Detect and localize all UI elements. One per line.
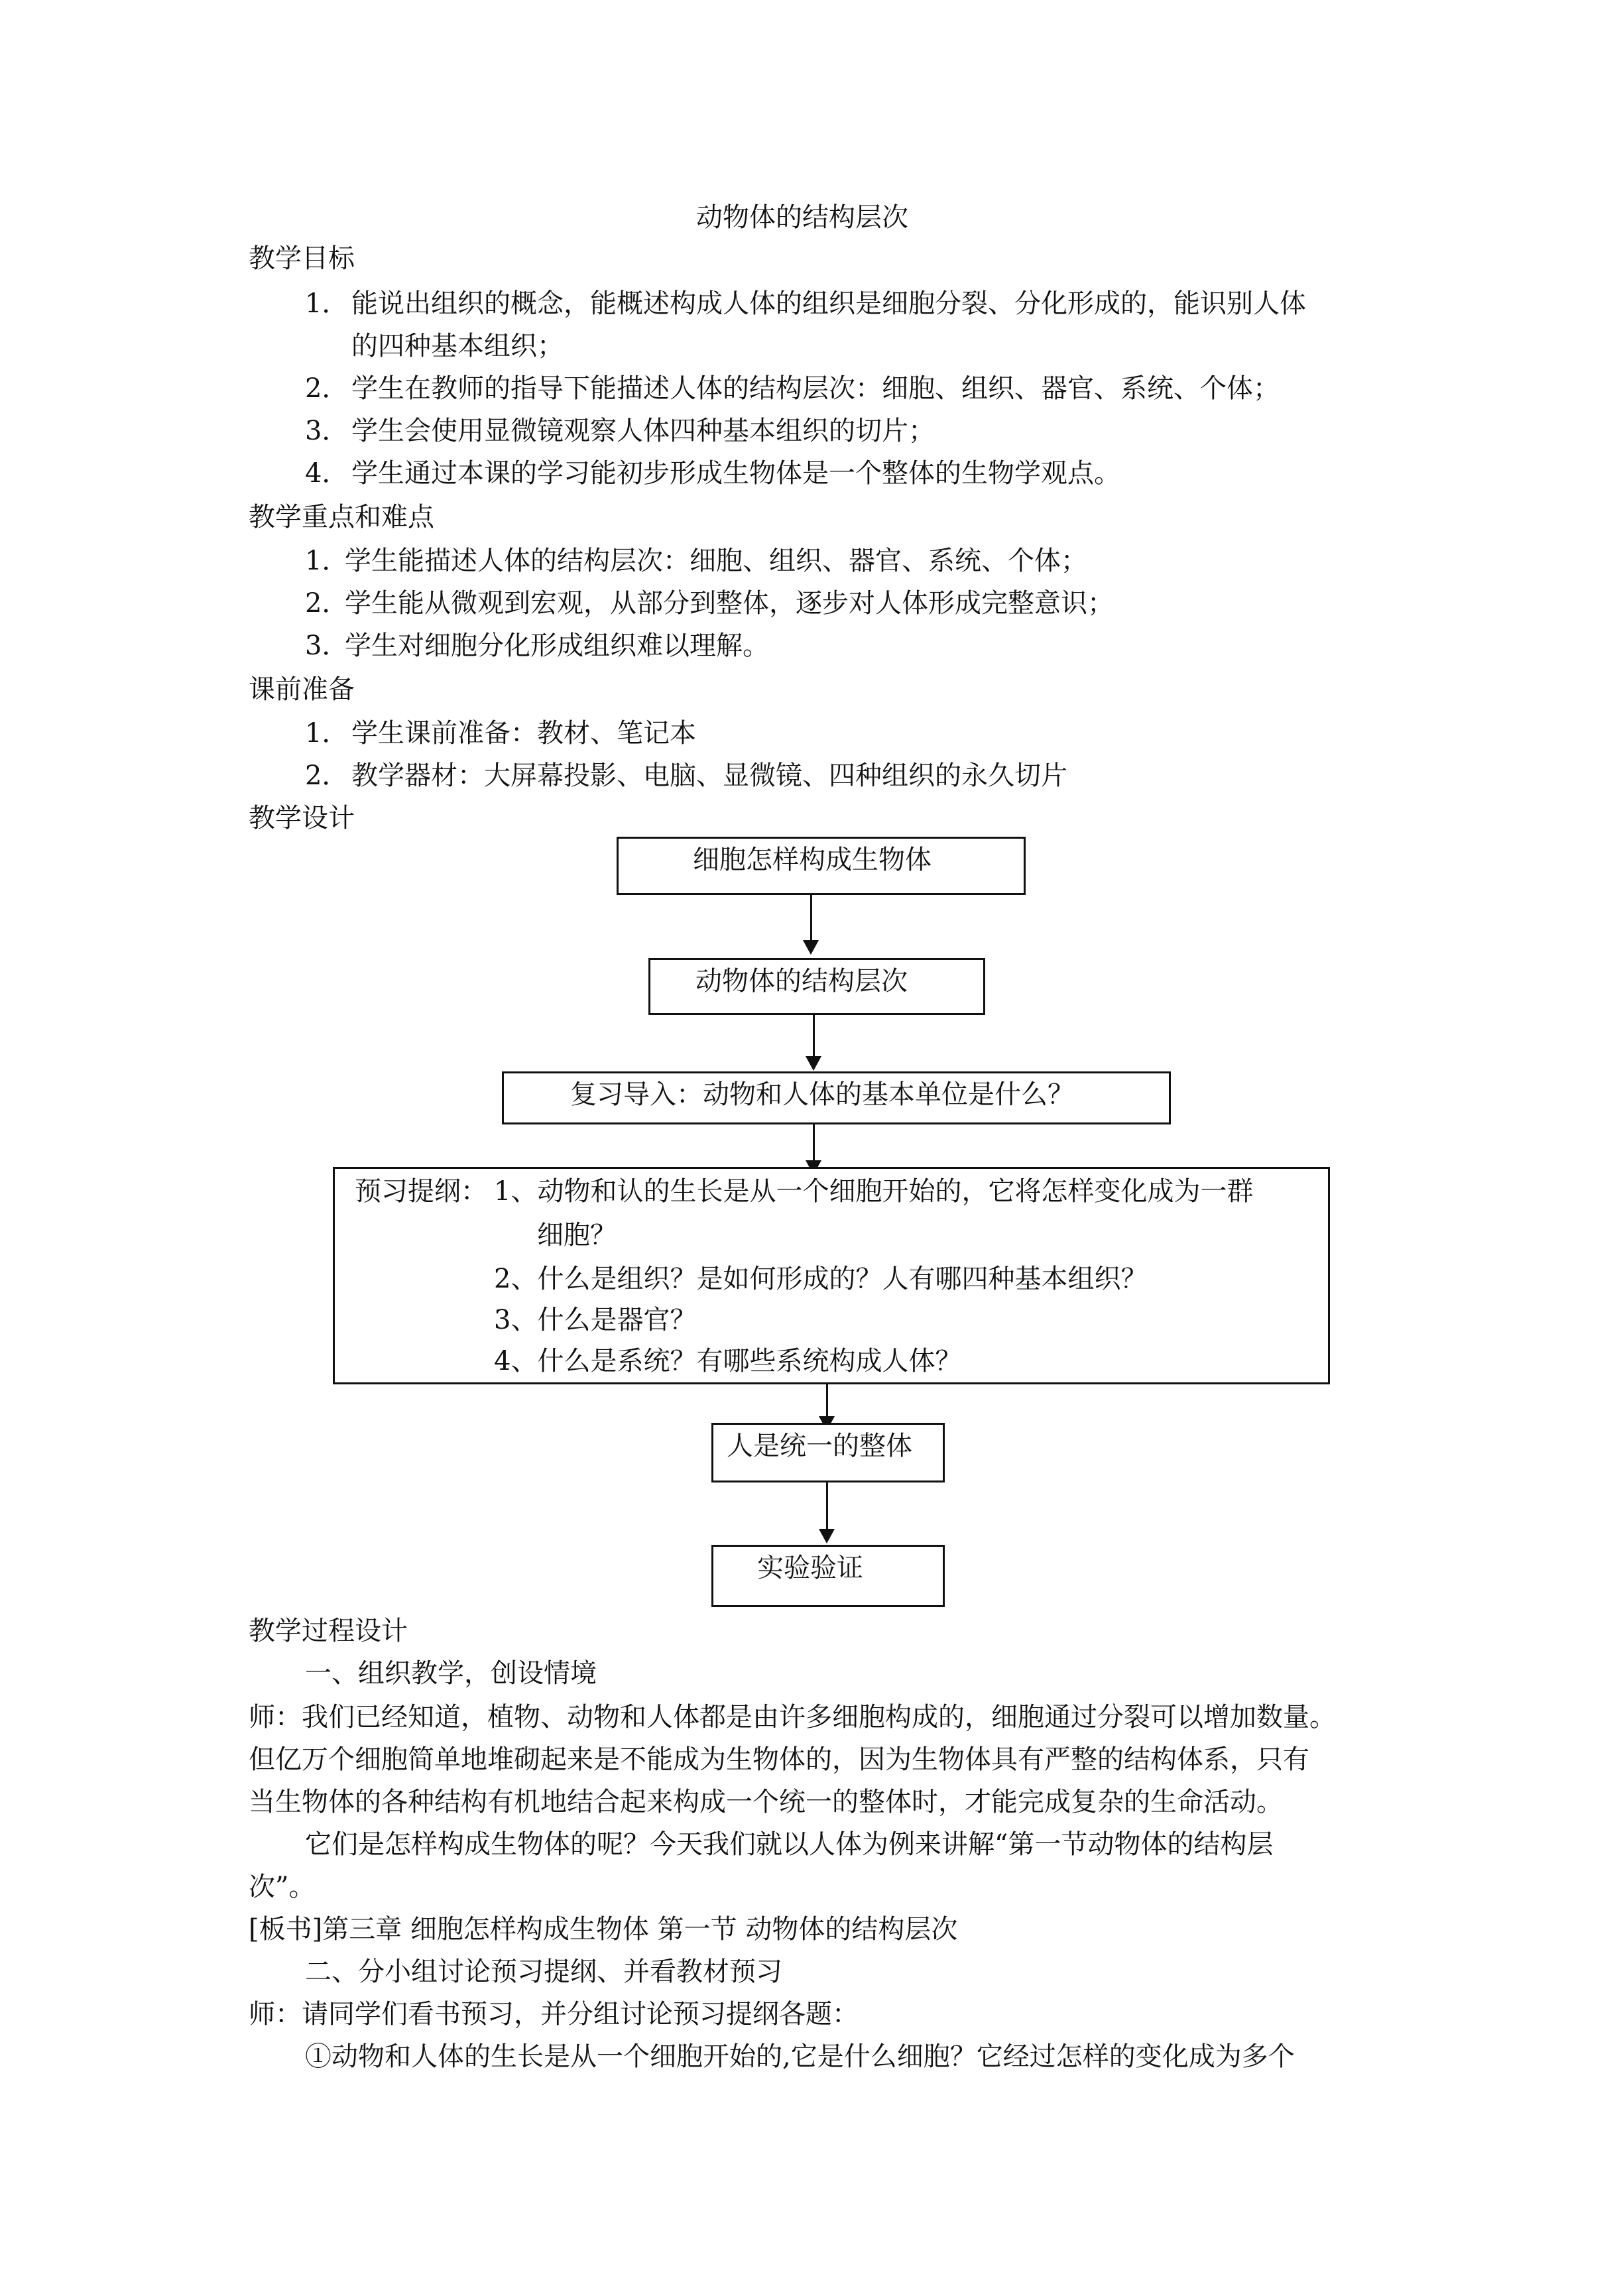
flow-box-2-label: 动物体的结构层次 [695, 966, 908, 997]
key-point-item-3 [305, 627, 769, 664]
key-point-num: 2． [305, 588, 349, 619]
paragraph-2-line-2: 次”。 [249, 1872, 316, 1902]
preparation-item-2 [305, 757, 1067, 794]
flow-box-2 [648, 958, 985, 1015]
flow-arrow-3 [813, 1124, 815, 1163]
paragraph-1-line-2: 但亿万个细胞简单地堆砌起来是不能成为生物体的，因为生物体具有严整的结构体系，只有 [249, 1744, 1309, 1775]
section-2-heading: 二、分小组讨论预习提纲、并看教材预习 [305, 1957, 782, 1987]
objective-num: 2． [305, 373, 349, 404]
objective-text: 学生在教师的指导下能描述人体的结构层次：细胞、组织、器官、系统、个体； [351, 373, 1280, 404]
process-heading: 教学过程设计 [249, 1616, 408, 1646]
objective-num: 1． [305, 288, 349, 319]
key-point-num: 3． [305, 631, 349, 661]
key-point-item-2 [305, 585, 1114, 622]
flow-arrow-5-head [819, 1529, 835, 1543]
objective-num: 3． [305, 416, 349, 446]
objective-item-1 [305, 285, 1306, 322]
paragraph-2-line-1: 它们是怎样构成生物体的呢？今天我们就以人体为例来讲解“第一节动物体的结构层 [305, 1829, 1274, 1860]
design-heading: 教学设计 [249, 803, 355, 833]
blackboard-note: [板书]第三章 细胞怎样构成生物体 第一节 动物体的结构层次 [249, 1914, 958, 1945]
key-point-text: 学生对细胞分化形成组织难以理解。 [345, 631, 769, 661]
flow-box-6 [711, 1545, 945, 1607]
section-1-heading: 一、组织教学，创设情境 [305, 1658, 597, 1689]
key-point-item-1 [305, 542, 1087, 579]
outline-question-2: 2、什么是组织？是如何形成的？人有哪四种基本组织？ [494, 1264, 1148, 1294]
preparation-item-1 [305, 715, 696, 752]
paragraph-1-line-3: 当生物体的各种结构有机地结合起来构成一个统一的整体时，才能完成复杂的生命活动。 [249, 1787, 1283, 1817]
objective-text: 学生通过本课的学习能初步形成生物体是一个整体的生物学观点。 [351, 458, 1120, 489]
paragraph-4: ①动物和人体的生长是从一个细胞开始的,它是什么细胞？它经过怎样的变化成为多个 [305, 2041, 1295, 2072]
flow-box-5 [711, 1423, 945, 1482]
paragraph-1-line-1: 师：我们已经知道，植物、动物和人体都是由许多细胞构成的，细胞通过分裂可以增加数量。 [249, 1702, 1336, 1732]
page-title: 动物体的结构层次 [696, 202, 908, 233]
flow-box-6-label: 实验验证 [757, 1553, 863, 1583]
key-point-text: 学生能从微观到宏观，从部分到整体，逐步对人体形成完整意识； [345, 588, 1114, 619]
outline-question-1-cont: 细胞？ [537, 1220, 617, 1250]
key-point-num: 1． [305, 546, 349, 576]
preparation-text: 教学器材：大屏幕投影、电脑、显微镜、四种组织的永久切片 [351, 760, 1067, 791]
flow-arrow-2-head [806, 1056, 821, 1071]
preparation-num: 2． [305, 760, 349, 791]
objectives-heading: 教学目标 [249, 243, 355, 274]
flow-arrow-1 [810, 895, 812, 943]
objective-item-1-cont: 的四种基本组织； [351, 331, 564, 361]
outline-prefix: 预习提纲： [355, 1176, 487, 1207]
preparation-text: 学生课前准备：教材、笔记本 [351, 718, 696, 749]
flow-arrow-4 [826, 1384, 828, 1419]
flow-box-3 [502, 1071, 1171, 1124]
key-point-text: 学生能描述人体的结构层次：细胞、组织、器官、系统、个体； [345, 546, 1087, 576]
preparation-heading: 课前准备 [249, 674, 355, 705]
flow-box-5-label: 人是统一的整体 [727, 1431, 912, 1461]
flow-box-1 [617, 837, 1026, 895]
flow-box-1-label: 细胞怎样构成生物体 [693, 845, 932, 875]
outline-question-3: 3、什么是器官？ [494, 1305, 697, 1335]
objective-item-2 [305, 370, 1280, 407]
objective-text: 能说出组织的概念，能概述构成人体的组织是细胞分裂、分化形成的，能识别人体 [351, 288, 1306, 319]
flow-arrow-1-head [803, 940, 819, 955]
flow-arrow-2 [813, 1015, 815, 1059]
outline-question-4: 4、什么是系统？有哪些系统构成人体？ [494, 1346, 962, 1376]
paragraph-3: 师：请同学们看书预习，并分组讨论预习提纲各题： [249, 1999, 859, 2029]
objective-item-4 [305, 455, 1120, 492]
objective-item-3 [305, 412, 935, 450]
flow-box-3-label: 复习导入：动物和人体的基本单位是什么？ [570, 1079, 1074, 1110]
objective-num: 4． [305, 458, 349, 489]
key-points-heading: 教学重点和难点 [249, 502, 434, 532]
preparation-num: 1． [305, 718, 349, 749]
objective-text: 学生会使用显微镜观察人体四种基本组织的切片； [351, 416, 935, 446]
outline-question-1: 1、动物和认的生长是从一个细胞开始的，它将怎样变化成为一群 [494, 1176, 1254, 1207]
flow-box-4-preview-outline [333, 1167, 1330, 1384]
flow-arrow-5 [826, 1482, 828, 1532]
